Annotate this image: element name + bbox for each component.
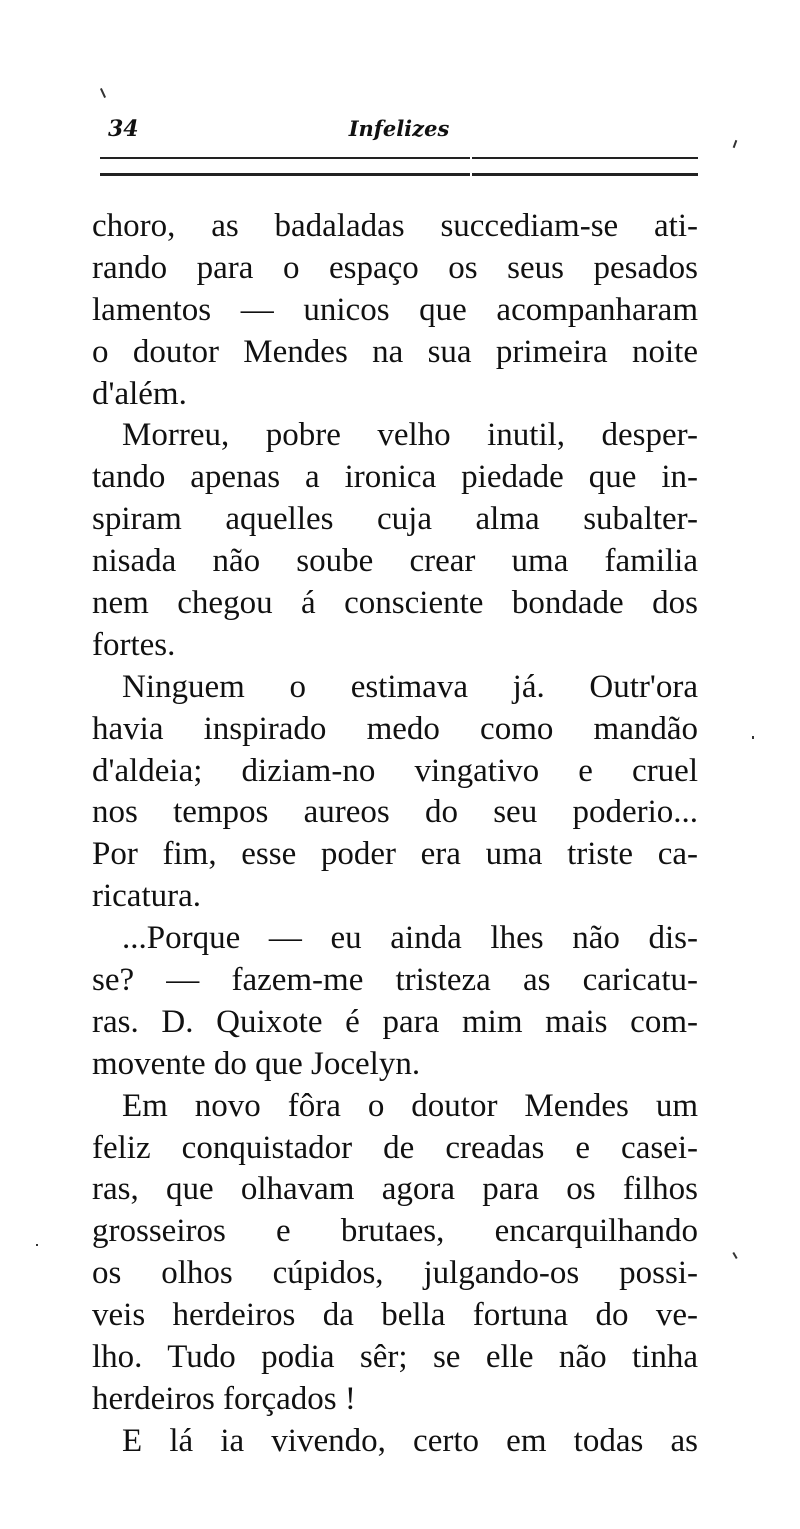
running-title: Infelizes <box>348 116 450 141</box>
text-line: ras, que olhavam agora para os filhos <box>92 1171 698 1208</box>
text-line: Por fim, esse poder era uma triste ca- <box>92 836 698 873</box>
header-rule-left <box>100 157 470 176</box>
text-line: ricatura. <box>92 878 202 915</box>
text-line: nem chegou á consciente bondade dos <box>92 585 698 622</box>
body-text <box>92 206 698 1463</box>
text-line: ...Porque — eu ainda lhes não dis- <box>122 920 698 957</box>
text-line: nos tempos aureos do seu poderio... <box>92 794 698 831</box>
print-speck <box>732 1252 737 1259</box>
text-line: d'além. <box>92 375 187 412</box>
paragraph <box>92 415 698 666</box>
text-line: feliz conquistador de creadas e casei- <box>92 1129 698 1166</box>
text-line: os olhos cúpidos, julgando-os possi- <box>92 1255 698 1292</box>
text-line: o doutor Mendes na sua primeira noite <box>92 333 698 370</box>
text-line: spiram aquelles cuja alma subalter- <box>92 501 698 538</box>
text-line: E lá ia vivendo, certo em todas as <box>122 1422 698 1459</box>
print-speck <box>36 1244 38 1246</box>
text-line: ras. D. Quixote é para mim mais com- <box>92 1003 698 1040</box>
text-line: grosseiros e brutaes, encarquilhando <box>92 1213 698 1250</box>
print-speck <box>100 88 106 98</box>
text-line: fortes. <box>92 626 176 663</box>
text-line: veis herdeiros da bella fortuna do ve- <box>92 1297 698 1334</box>
text-line: herdeiros forçados ! <box>92 1380 356 1417</box>
text-line: Em novo fôra o doutor Mendes um <box>122 1087 698 1124</box>
paragraph <box>92 918 698 1086</box>
text-line: Ninguem o estimava já. Outr'ora <box>122 668 698 705</box>
print-speck <box>733 140 738 148</box>
paragraph <box>92 206 698 415</box>
paragraph <box>92 667 698 918</box>
text-line: lho. Tudo podia sêr; se elle não tinha <box>92 1339 698 1376</box>
text-line: havia inspirado medo como mandão <box>92 710 698 747</box>
text-line: choro, as badaladas succediam-se ati- <box>92 208 698 244</box>
text-line: Morreu, pobre velho inutil, desper- <box>122 417 698 454</box>
text-line: lamentos — unicos que acompanharam <box>92 291 698 328</box>
paragraph <box>92 1086 698 1421</box>
text-line: se? — fazem-me tristeza as caricatu- <box>92 962 698 999</box>
text-line: rando para o espaço os seus pesados <box>92 249 698 286</box>
text-line: nisada não soube crear uma familia <box>92 543 698 580</box>
text-line: d'aldeia; diziam-no vingativo e cruel <box>92 752 698 789</box>
text-line: movente do que Jocelyn. <box>92 1045 421 1082</box>
text-line: tando apenas a ironica piedade que in- <box>92 459 698 496</box>
print-speck <box>752 736 754 739</box>
page-header <box>100 112 698 152</box>
page-number: 34 <box>108 116 139 142</box>
paragraph <box>92 1421 698 1463</box>
header-rule-right <box>472 157 698 176</box>
